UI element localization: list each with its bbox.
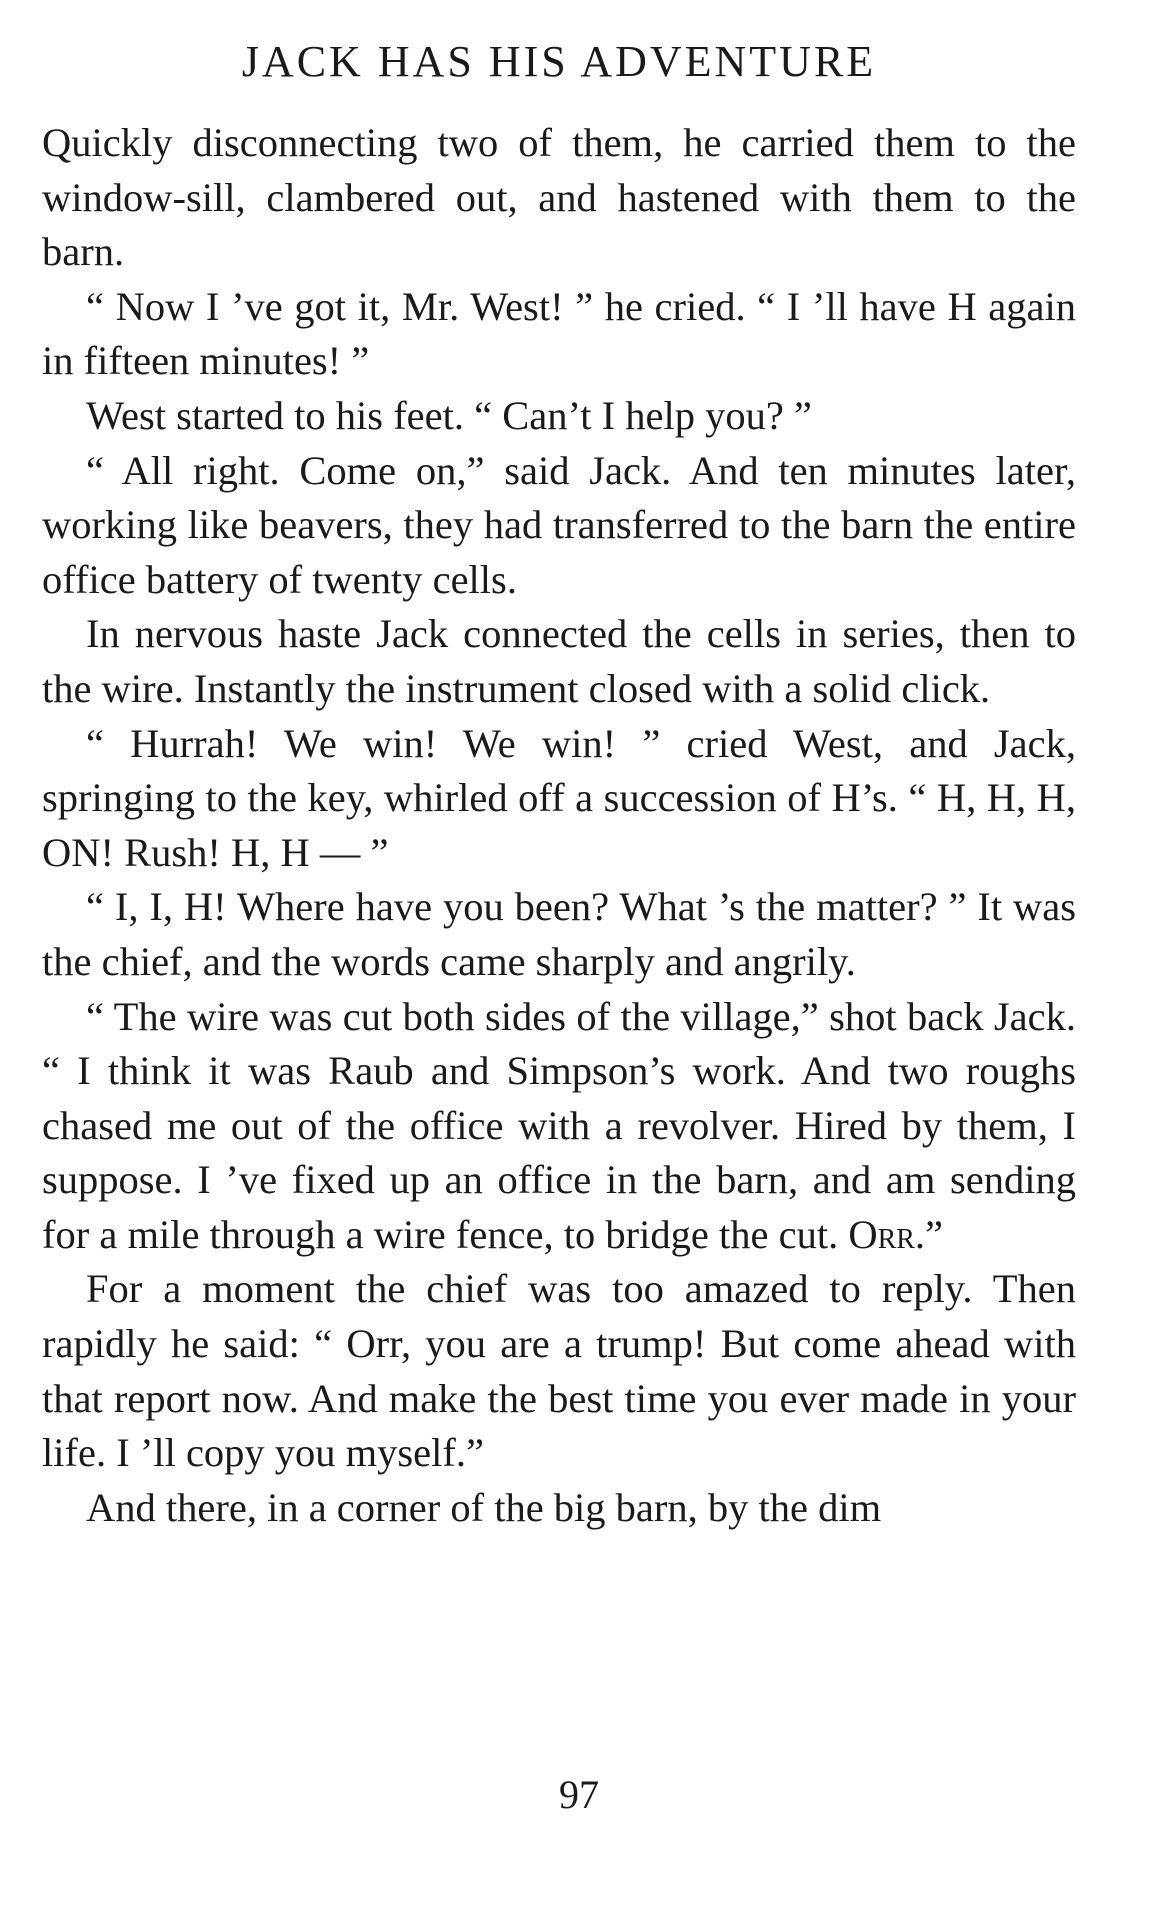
paragraph: For a moment the chief was too amazed to reply. Then rapidly he said: “ Orr, you are a trump! But come ahead with that report now. And make the best time you ever made in your life. I ’ll copy you myself.” [42, 1266, 1076, 1476]
paragraph-text: “ The wire was cut both sides of the village,” shot back Jack. “ I think it was Raub and Simpson’s work. And two roughs chased me out of the office with a revolver. Hired by them, I suppose. I ’ve fixed up an office in the barn, and am sending for a mile through a wire fence, to bridge the cut. [42, 993, 1076, 1257]
paragraph: “ All right. Come on,” said Jack. And ten minutes later, working like beavers, they had transferred to the barn the entire office battery of twenty cells. [42, 447, 1076, 602]
telegraph-signature: Orr.” [848, 1211, 944, 1257]
paragraph: “ I, I, H! Where have you been? What ’s the matter? ” It was the chief, and the words came sharply and angrily. [42, 884, 1076, 984]
page-number: 97 [559, 1772, 599, 1817]
paragraph-with-signature [42, 990, 1076, 1263]
paragraph: “ Now I ’ve got it, Mr. West! ” he cried. “ I ’ll have H again in fifteen minutes! ” [42, 283, 1076, 384]
paragraph: West started to his feet. “ Can’t I help you? ” [86, 392, 812, 438]
paragraph: In nervous haste Jack connected the cells in series, then to the wire. Instantly the instrument closed with a solid click. [42, 611, 1076, 711]
paragraph: And there, in a corner of the big barn, by the dim [86, 1484, 882, 1530]
book-page [42, 30, 1076, 1535]
running-head: JACK HAS HIS ADVENTURE [241, 37, 877, 86]
paragraph: “ Hurrah! We win! We win! ” cried West, and Jack, springing to the key, whirled off a succession of H’s. “ H, H, H, ON! Rush! H, H — ” [42, 720, 1076, 875]
paragraph: Quickly disconnecting two of them, he carried them to the window-sill, clambered out, and hastened with them to the barn. [42, 120, 1076, 275]
body-text [42, 116, 1076, 1535]
